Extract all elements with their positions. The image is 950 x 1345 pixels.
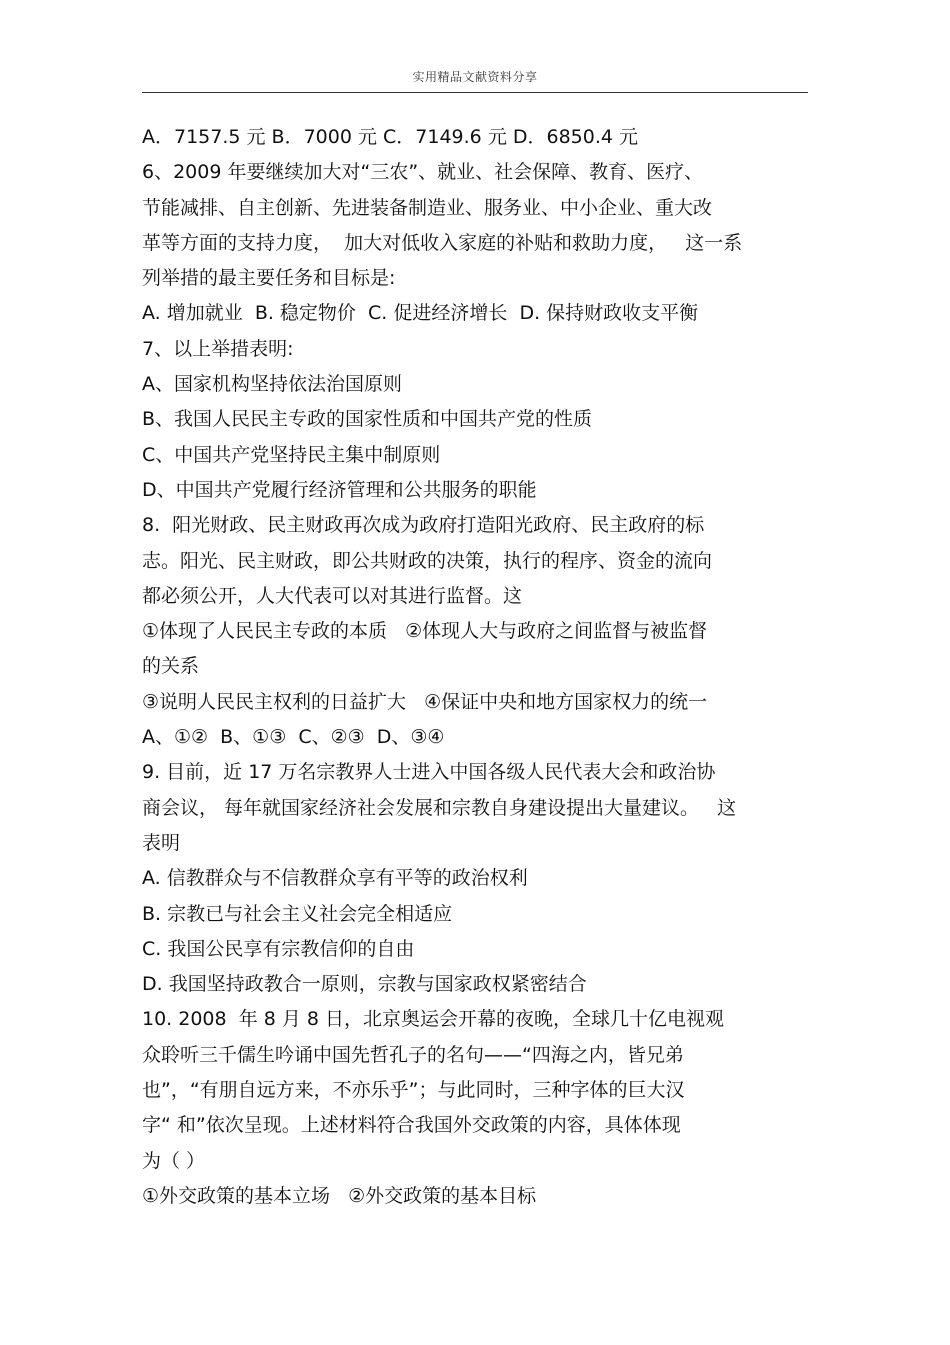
- text-line: 也”，“有朋自远方来，不亦乐乎”；与此同时，三种字体的巨大汉: [142, 1079, 685, 1102]
- text-line: B、我国人民民主专政的国家性质和中国共产党的性质: [142, 408, 593, 431]
- text-line: ①外交政策的基本立场 ②外交政策的基本目标: [142, 1184, 537, 1207]
- text-line: 的关系: [142, 655, 200, 678]
- text-line: C、中国共产党坚持民主集中制原则: [142, 443, 441, 466]
- text-line: C. 我国公民享有宗教信仰的自由: [142, 937, 415, 960]
- text-line: A．7157.5 元 B．7000 元 C．7149.6 元 D．6850.4 元: [142, 126, 639, 148]
- page-header: [142, 64, 808, 93]
- text-line: 众聆听三千儒生吟诵中国先哲孔子的名句——“四海之内，皆兄弟: [142, 1043, 684, 1066]
- text-line: 8. 阳光财政、民主财政再次成为政府打造阳光政府、民主政府的标: [142, 514, 705, 537]
- text-line: 列举措的最主要任务和目标是:: [142, 267, 396, 290]
- text-line: 表明: [142, 831, 181, 854]
- text-line: D、中国共产党履行经济管理和公共服务的职能: [142, 478, 537, 501]
- text-line: 商会议， 每年就国家经济社会发展和宗教自身建设提出大量建议。 这: [142, 796, 737, 819]
- text-line: A、①② B、①③ C、②③ D、③④: [142, 726, 445, 749]
- text-line: 10. 2008 年 8 月 8 日，北京奥运会开幕的夜晚，全球几十亿电视观: [142, 1008, 725, 1031]
- text-line: 字“ 和”依次呈现。上述材料符合我国外交政策的内容，具体体现: [142, 1114, 681, 1137]
- text-line: A、国家机构坚持依法治国原则: [142, 373, 402, 396]
- text-line: A. 增加就业 B. 稳定物价 C. 促进经济增长 D. 保持财政收支平衡: [142, 302, 699, 325]
- header-title: 实用精品文献资料分享: [412, 70, 538, 84]
- text-line: 6、2009 年要继续加大对“三农”、就业、社会保障、教育、医疗、: [142, 161, 704, 184]
- text-line: 为（ ）: [142, 1149, 206, 1172]
- text-line: 都必须公开，人大代表可以对其进行监督。这: [142, 584, 523, 607]
- document-body: [142, 120, 810, 1214]
- text-line: ③说明人民民主权利的日益扩大 ④保证中央和地方国家权力的统一: [142, 690, 708, 713]
- text-line: 革等方面的支持力度， 加大对低收入家庭的补贴和救助力度， 这一系: [142, 231, 743, 254]
- text-line: D. 我国坚持政教合一原则，宗教与国家政权紧密结合: [142, 973, 587, 996]
- text-line: 9. 目前，近 17 万名宗教界人士进入中国各级人民代表大会和政治协: [142, 761, 716, 784]
- text-line: ①体现了人民民主专政的本质 ②体现人大与政府之间监督与被监督: [142, 620, 708, 643]
- text-line: 志。阳光、民主财政，即公共财政的决策，执行的程序、资金的流向: [142, 549, 713, 572]
- text-line: 节能减排、自主创新、先进装备制造业、服务业、中小企业、重大改: [142, 196, 713, 219]
- text-line: 7、以上举措表明:: [142, 337, 294, 360]
- text-line: B. 宗教已与社会主义社会完全相适应: [142, 902, 453, 925]
- text-line: A. 信教群众与不信教群众享有平等的政治权利: [142, 867, 528, 890]
